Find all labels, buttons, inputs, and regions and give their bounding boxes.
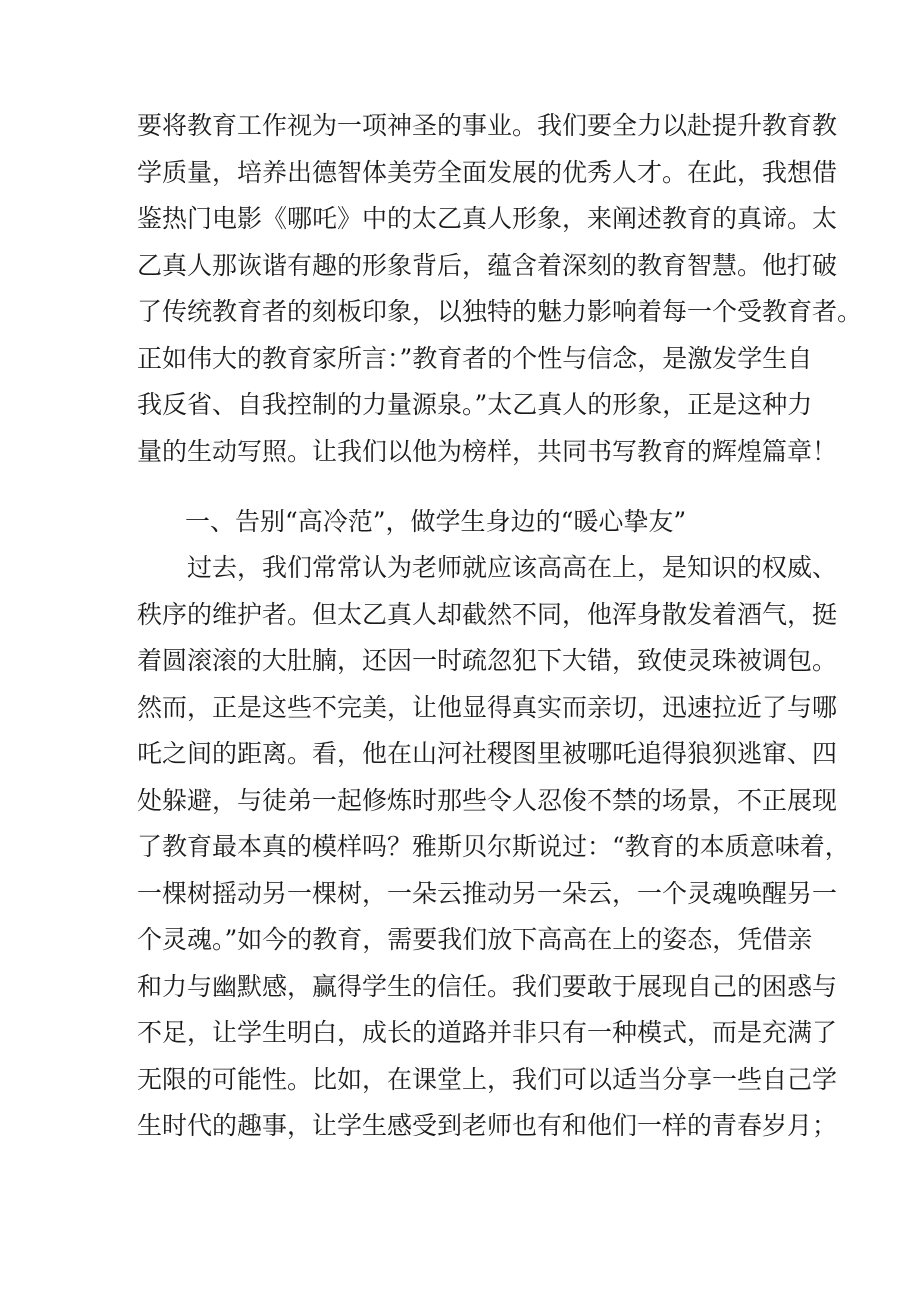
paragraph-line: 处躲避，与徒弟一起修炼时那些令人忍俊不禁的场景，不正展现: [137, 785, 838, 815]
paragraph-line: 不足，让学生明白，成长的道路并非只有一种模式，而是充满了: [137, 1018, 838, 1047]
paragraph-line: 生时代的趣事，让学生感受到老师也有和他们一样的青春岁月；: [137, 1111, 838, 1140]
paragraph-line: 和力与幽默感，赢得学生的信任。我们要敢于展现自己的困惑与: [137, 971, 838, 1001]
paragraph-line: 吒之间的距离。看，他在山河社稷图里被哪吒追得狼狈逃窜、四: [137, 739, 838, 768]
paragraph-line: 秩序的维护者。但太乙真人却截然不同，他浑身散发着酒气，挺: [137, 599, 838, 629]
paragraph-line: 乙真人那诙谐有趣的形象背后，蕴含着深刻的教育智慧。他打破: [137, 250, 838, 280]
paragraph-line: 着圆滚滚的大肚腩，还因一时疏忽犯下大错，致使灵珠被调包。: [137, 646, 838, 675]
paragraph-line: 我反省、自我控制的力量源泉。”太乙真人的形象，正是这种力: [137, 390, 813, 419]
paragraph-line: 个灵魂。”如今的教育，需要我们放下高高在上的姿态，凭借亲: [137, 925, 813, 954]
paragraph-line: 然而，正是这些不完美，让他显得真实而亲切，迅速拉近了与哪: [137, 692, 838, 722]
paragraph-line: 量的生动写照。让我们以他为榜样，共同书写教育的辉煌篇章！: [137, 436, 838, 466]
body-paragraph: [137, 545, 850, 1150]
paragraph-line: 正如伟大的教育家所言：”教育者的个性与信念，是激发学生自: [137, 343, 813, 373]
section-heading: 一、告别“高冷范”，做学生身边的“暖心挚友”: [185, 507, 687, 536]
paragraph-line: 鉴热门电影《哪吒》中的太乙真人形象，来阐述教育的真谛。太: [137, 204, 838, 233]
paragraph-line: 了传统教育者的刻板印象，以独特的魅力影响着每一个受教育者。: [137, 297, 863, 326]
paragraph-line: 要将教育工作视为一项神圣的事业。我们要全力以赴提升教育教: [137, 111, 838, 140]
paragraph-line: 一棵树摇动另一棵树，一朵云推动另一朵云，一个灵魂唤醒另一: [137, 878, 838, 908]
paragraph-line: 无限的可能性。比如，在课堂上，我们可以适当分享一些自己学: [137, 1064, 838, 1094]
paragraph-line: 学质量，培养出德智体美劳全面发展的优秀人才。在此，我想借: [137, 157, 838, 187]
paragraph-line: 过去，我们常常认为老师就应该高高在上，是知识的权威、: [187, 553, 838, 582]
intro-paragraph: [137, 103, 863, 475]
paragraph-line: 了教育最本真的模样吗？雅斯贝尔斯说过：“教育的本质意味着，: [137, 832, 850, 861]
